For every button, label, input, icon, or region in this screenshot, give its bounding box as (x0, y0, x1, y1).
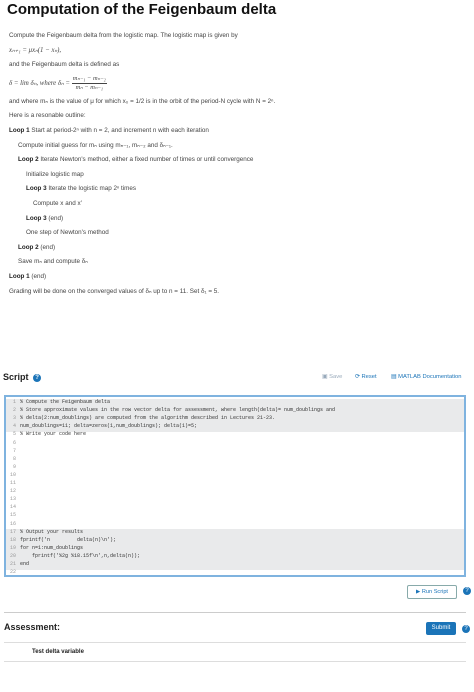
line-number: 15 (9, 512, 16, 519)
problem-description (9, 29, 464, 299)
outline-text: (end) (29, 272, 47, 280)
line-number: 7 (12, 447, 16, 454)
code-text[interactable]: for n=1:num_doublings (20, 544, 84, 551)
delta-formula (9, 73, 464, 95)
feigenbaum-definition-text: and the Feigenbaum delta is defined as (9, 61, 120, 69)
line-number: 17 (9, 528, 16, 535)
line-number: 13 (9, 496, 16, 503)
outline-item (9, 270, 464, 285)
script-title: Script (3, 372, 29, 382)
grading-text: Grading will be done on the converged values of δₙ up to n = 11. Set δ₁ = 5. (9, 287, 220, 295)
outline-text: One step of Newton's method (26, 229, 109, 237)
delta-fraction (72, 75, 107, 92)
line-number: 3 (12, 415, 16, 422)
assessment-test-row[interactable] (4, 642, 466, 662)
loop-label: Loop 1 (9, 272, 30, 280)
help-icon[interactable]: ? (462, 625, 470, 633)
where-text: and where mₙ is the value of μ for which x₀ = 1/2 is in the orbit of the period-N cycle with N = 2ⁿ. (9, 97, 276, 105)
script-header (3, 372, 41, 382)
outline-text: Compute x and x′ (33, 199, 82, 207)
outline-text: Compute initial guess for mₙ using mₙ₋₁, mₙ₋₂ and δₙ₋₁. (18, 141, 173, 149)
documentation-icon: ▤ (391, 374, 397, 380)
code-text[interactable]: fprintf('n delta(n)\n'); (20, 536, 117, 543)
outline-item (9, 139, 464, 154)
line-number: 6 (12, 439, 16, 446)
submit-button[interactable]: Submit (426, 622, 456, 635)
loop-label: Loop 1 (9, 126, 30, 134)
test-label: Test delta variable (32, 649, 84, 655)
run-script-button[interactable] (407, 585, 457, 599)
outline-item (9, 153, 464, 168)
line-number: 19 (9, 544, 16, 551)
code-text[interactable]: fprintf('%2g %18.15f\n',n,delta(n)); (20, 552, 141, 559)
line-number: 9 (12, 463, 16, 470)
page-title: Computation of the Feigenbaum delta (7, 1, 277, 18)
code-editor[interactable] (4, 395, 466, 577)
outline-item (9, 255, 464, 270)
loop-label: Loop 3 (26, 214, 47, 222)
outline-item (9, 212, 464, 227)
outline-item (9, 197, 464, 212)
line-number: 2 (12, 407, 16, 414)
outline-item (9, 182, 464, 197)
logistic-equation: xₙ₊₁ = μxₙ(1 − xₙ), (9, 46, 62, 54)
docs-label: MATLAB Documentation (398, 374, 462, 380)
line-number: 11 (9, 480, 16, 486)
line-number: 1 (12, 399, 16, 405)
line-number: 22 (9, 569, 16, 576)
help-icon[interactable]: ? (463, 587, 471, 595)
save-button[interactable] (322, 374, 342, 380)
intro-text: Compute the Feigenbaum delta from the logistic map. The logistic map is given by (9, 32, 238, 39)
save-icon: ▣ (322, 374, 328, 380)
code-line[interactable] (6, 569, 464, 578)
line-number: 8 (12, 455, 16, 462)
fraction-denominator: mₙ − mₙ₋₁ (75, 83, 103, 91)
line-number: 12 (9, 488, 16, 495)
run-label: Run Script (421, 589, 448, 595)
save-label: Save (329, 374, 343, 380)
matlab-documentation-link[interactable] (391, 374, 461, 380)
outline-item (9, 226, 464, 241)
outline-text: Start at period-2ⁿ with n = 2, and increment n with each iteration (29, 126, 209, 134)
section-divider (4, 612, 466, 613)
code-text[interactable]: % delta(2:num_doublings) are computed from the algorithm described in Lectures 21-23. (20, 415, 276, 422)
reset-button[interactable] (355, 374, 377, 380)
line-number: 10 (9, 471, 16, 478)
line-number: 14 (9, 504, 16, 511)
line-number: 18 (9, 536, 16, 543)
outline-item (9, 241, 464, 256)
outline-text: Iterate Newton's method, either a fixed number of times or until convergence (38, 156, 254, 164)
loop-label: Loop 2 (18, 243, 39, 251)
outline-text: Save mₙ and compute δₙ (18, 258, 88, 266)
code-text[interactable]: % Output your results (20, 528, 84, 535)
code-text[interactable]: num_doublings=11; delta=zeros(1,num_doublings); delta(1)=5; (20, 423, 198, 430)
run-icon: ▶ (416, 589, 421, 595)
line-number: 20 (9, 552, 16, 559)
code-text[interactable]: % Store approximate values in the row vector delta for assessment, where length(delta)= num_doublings and (20, 407, 336, 414)
help-icon[interactable]: ? (33, 374, 41, 382)
code-text[interactable]: % Compute the Feigenbaum delta (20, 399, 111, 405)
reset-label: Reset (361, 374, 377, 380)
code-text[interactable]: end (20, 561, 30, 567)
line-number: 21 (9, 561, 16, 567)
code-text[interactable]: % Write your code here (20, 431, 87, 438)
outline-item (9, 124, 464, 139)
line-number: 4 (12, 423, 16, 430)
outline-text: Initialize logistic map (26, 170, 84, 178)
loop-label: Loop 3 (26, 185, 47, 193)
outline-intro: Here is a resonable outline: (9, 112, 86, 120)
outline-text: (end) (38, 243, 56, 251)
outline-text: Iterate the logistic map 2ⁿ times (46, 185, 137, 193)
line-number: 16 (9, 520, 16, 527)
delta-limit: δ = lim δₙ, where δₙ = (9, 79, 71, 87)
outline-item (9, 168, 464, 183)
outline-text: (end) (46, 214, 64, 222)
reset-icon: ⟳ (355, 374, 360, 380)
assessment-header: Assessment: (4, 622, 61, 632)
line-number: 5 (12, 431, 16, 438)
loop-label: Loop 2 (18, 156, 39, 164)
fraction-numerator: mₙ₋₁ − mₙ₋₂ (72, 74, 106, 82)
